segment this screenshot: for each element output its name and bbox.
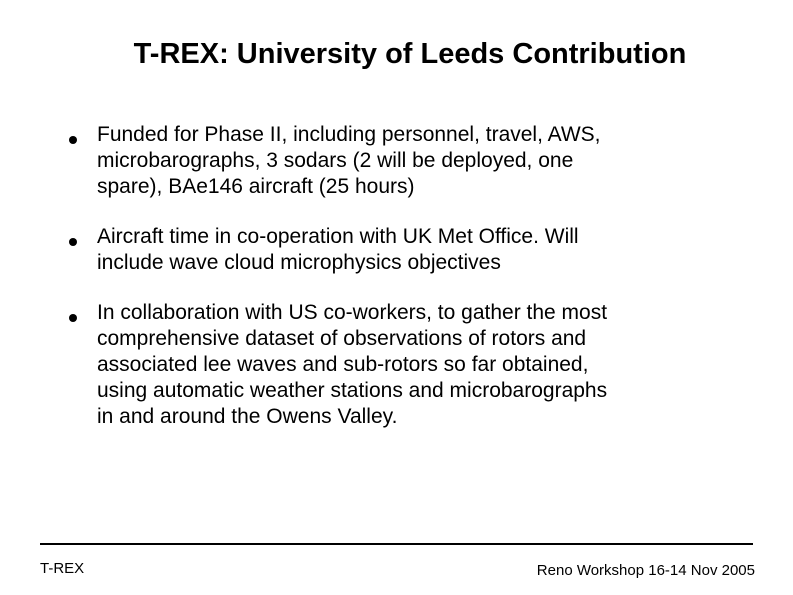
bullet-item	[0, 122, 793, 200]
bullet-text: Funded for Phase II, including personnel, travel, AWS, microbarographs, 3 sodars (2 will be deployed, one spare), BAe146 aircraft (25 hours)	[97, 123, 601, 198]
bullet-dot-icon	[69, 314, 77, 322]
slide-title: T-REX: University of Leeds Contribution	[133, 38, 687, 70]
bullet-dot-icon	[69, 136, 77, 144]
bullet-item	[0, 300, 793, 430]
bullet-list	[0, 122, 793, 454]
bullet-text: Aircraft time in co-operation with UK Met Office. Will include wave cloud microphysics objectives	[97, 225, 579, 274]
bullet-item	[0, 224, 793, 276]
footer-right-label: Reno Workshop 16-14 Nov 2005	[536, 562, 755, 579]
bullet-dot-icon	[69, 238, 77, 246]
footer-left-label: T-REX	[40, 560, 85, 577]
footer-divider	[40, 543, 753, 545]
bullet-text: In collaboration with US co-workers, to gather the most comprehensive dataset of observations of rotors and associated lee waves and sub-rotors so far obtained, using automatic weather stations and microbarographs in and around the Owens Valley.	[97, 301, 608, 428]
